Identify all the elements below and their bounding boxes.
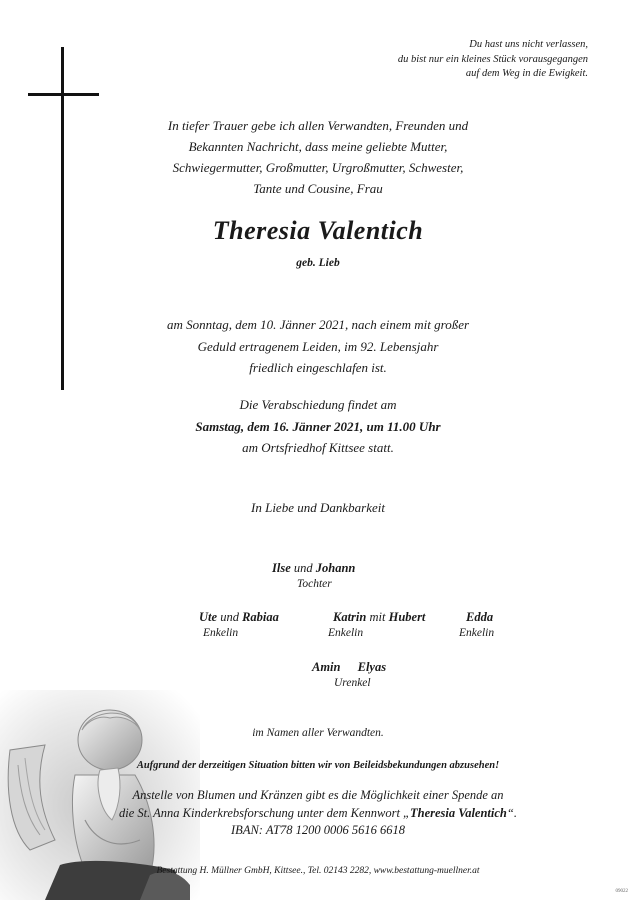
mourner-connector: mit (369, 610, 386, 624)
death-line: am Sonntag, dem 10. Jänner 2021, nach einem mit großer (166, 317, 470, 332)
donation-keyword: Theresia Valentich (410, 805, 507, 820)
maiden-name: geb. Lieb (296, 257, 340, 269)
mourner-great (312, 660, 386, 675)
mourner-name: Amin (312, 660, 341, 674)
donation-line (0, 805, 636, 823)
intro-line: Bekannten Nachricht, dass meine geliebte Mutter, (188, 139, 448, 154)
mourner-name: Ute (199, 610, 218, 624)
motto-line: auf dem Weg in die Ewigkeit. (465, 68, 588, 79)
donation-iban: IBAN: AT78 1200 0006 5616 6618 (231, 823, 405, 837)
mourner-grand1 (199, 610, 279, 625)
mourner-name: Rabiaa (242, 610, 279, 624)
farewell-text (0, 394, 636, 459)
motto-verse (268, 38, 588, 82)
farewell-date: Samstag, dem 16. Jänner 2021, um 11.00 Uhr (195, 418, 441, 434)
intro-text (0, 115, 636, 199)
farewell-line: Die Verabschiedung findet am (239, 397, 397, 412)
donation-text-pre: die St. Anna Kinderkrebsforschung unter dem Kennwort „ (119, 805, 410, 820)
relation-label: Enkelin (459, 627, 495, 639)
funeral-home-footer: Bestattung H. Müllner GmbH, Kittsee., Tel. 02143 2282, www.bestattung-muellner.at (156, 866, 480, 876)
mourner-name: Elyas (357, 660, 387, 674)
motto-line: Du hast uns nicht verlassen, (469, 39, 588, 50)
mourner-connector: und (220, 610, 239, 624)
death-text (0, 314, 636, 379)
mourner-grand3 (466, 610, 493, 625)
mourner-grand2 (333, 610, 425, 625)
donation-line: Anstelle von Blumen und Kränzen gibt es die Möglichkeit einer Spende an (132, 788, 504, 802)
behalf-line: im Namen aller Verwandten. (252, 727, 384, 739)
mourner-name: Katrin (333, 610, 367, 624)
mourner-name: Johann (315, 561, 356, 575)
thanks-line: In Liebe und Dankbarkeit (251, 500, 385, 515)
farewell-location: am Ortsfriedhof Kittsee statt. (242, 440, 394, 455)
donation-text (0, 787, 636, 840)
condolence-notice: Aufgrund der derzeitigen Situation bitten wir von Beileidsbekundungen abzusehen! (136, 760, 500, 771)
motto-line: du bist nur ein kleines Stück vorausgegangen (397, 53, 588, 65)
cross-horizontal-bar (28, 93, 99, 96)
mourner-name: Ilse (272, 561, 291, 575)
relation-label: Enkelin (203, 627, 239, 639)
intro-line: In tiefer Trauer gebe ich allen Verwandten, Freunden und (167, 118, 469, 133)
relation-label: Urenkel (334, 677, 371, 689)
relation-label: Tochter (297, 578, 332, 590)
document-code: 09022 (615, 889, 628, 894)
relation-label: Enkelin (328, 627, 364, 639)
death-line: friedlich eingeschlafen ist. (249, 360, 387, 375)
deceased-name: Theresia Valentich (212, 216, 424, 245)
donation-text-post: “. (506, 805, 517, 820)
mourner-name: Edda (466, 610, 494, 624)
death-line: Geduld ertragenem Leiden, im 92. Lebensjahr (197, 338, 439, 354)
mourner-name: Hubert (388, 610, 426, 624)
intro-line: Schwiegermutter, Großmutter, Urgroßmutter, Schwester, (172, 160, 464, 175)
mourner-connector: und (293, 561, 313, 575)
mourner-daughter (272, 561, 355, 576)
intro-line: Tante und Cousine, Frau (253, 181, 383, 196)
